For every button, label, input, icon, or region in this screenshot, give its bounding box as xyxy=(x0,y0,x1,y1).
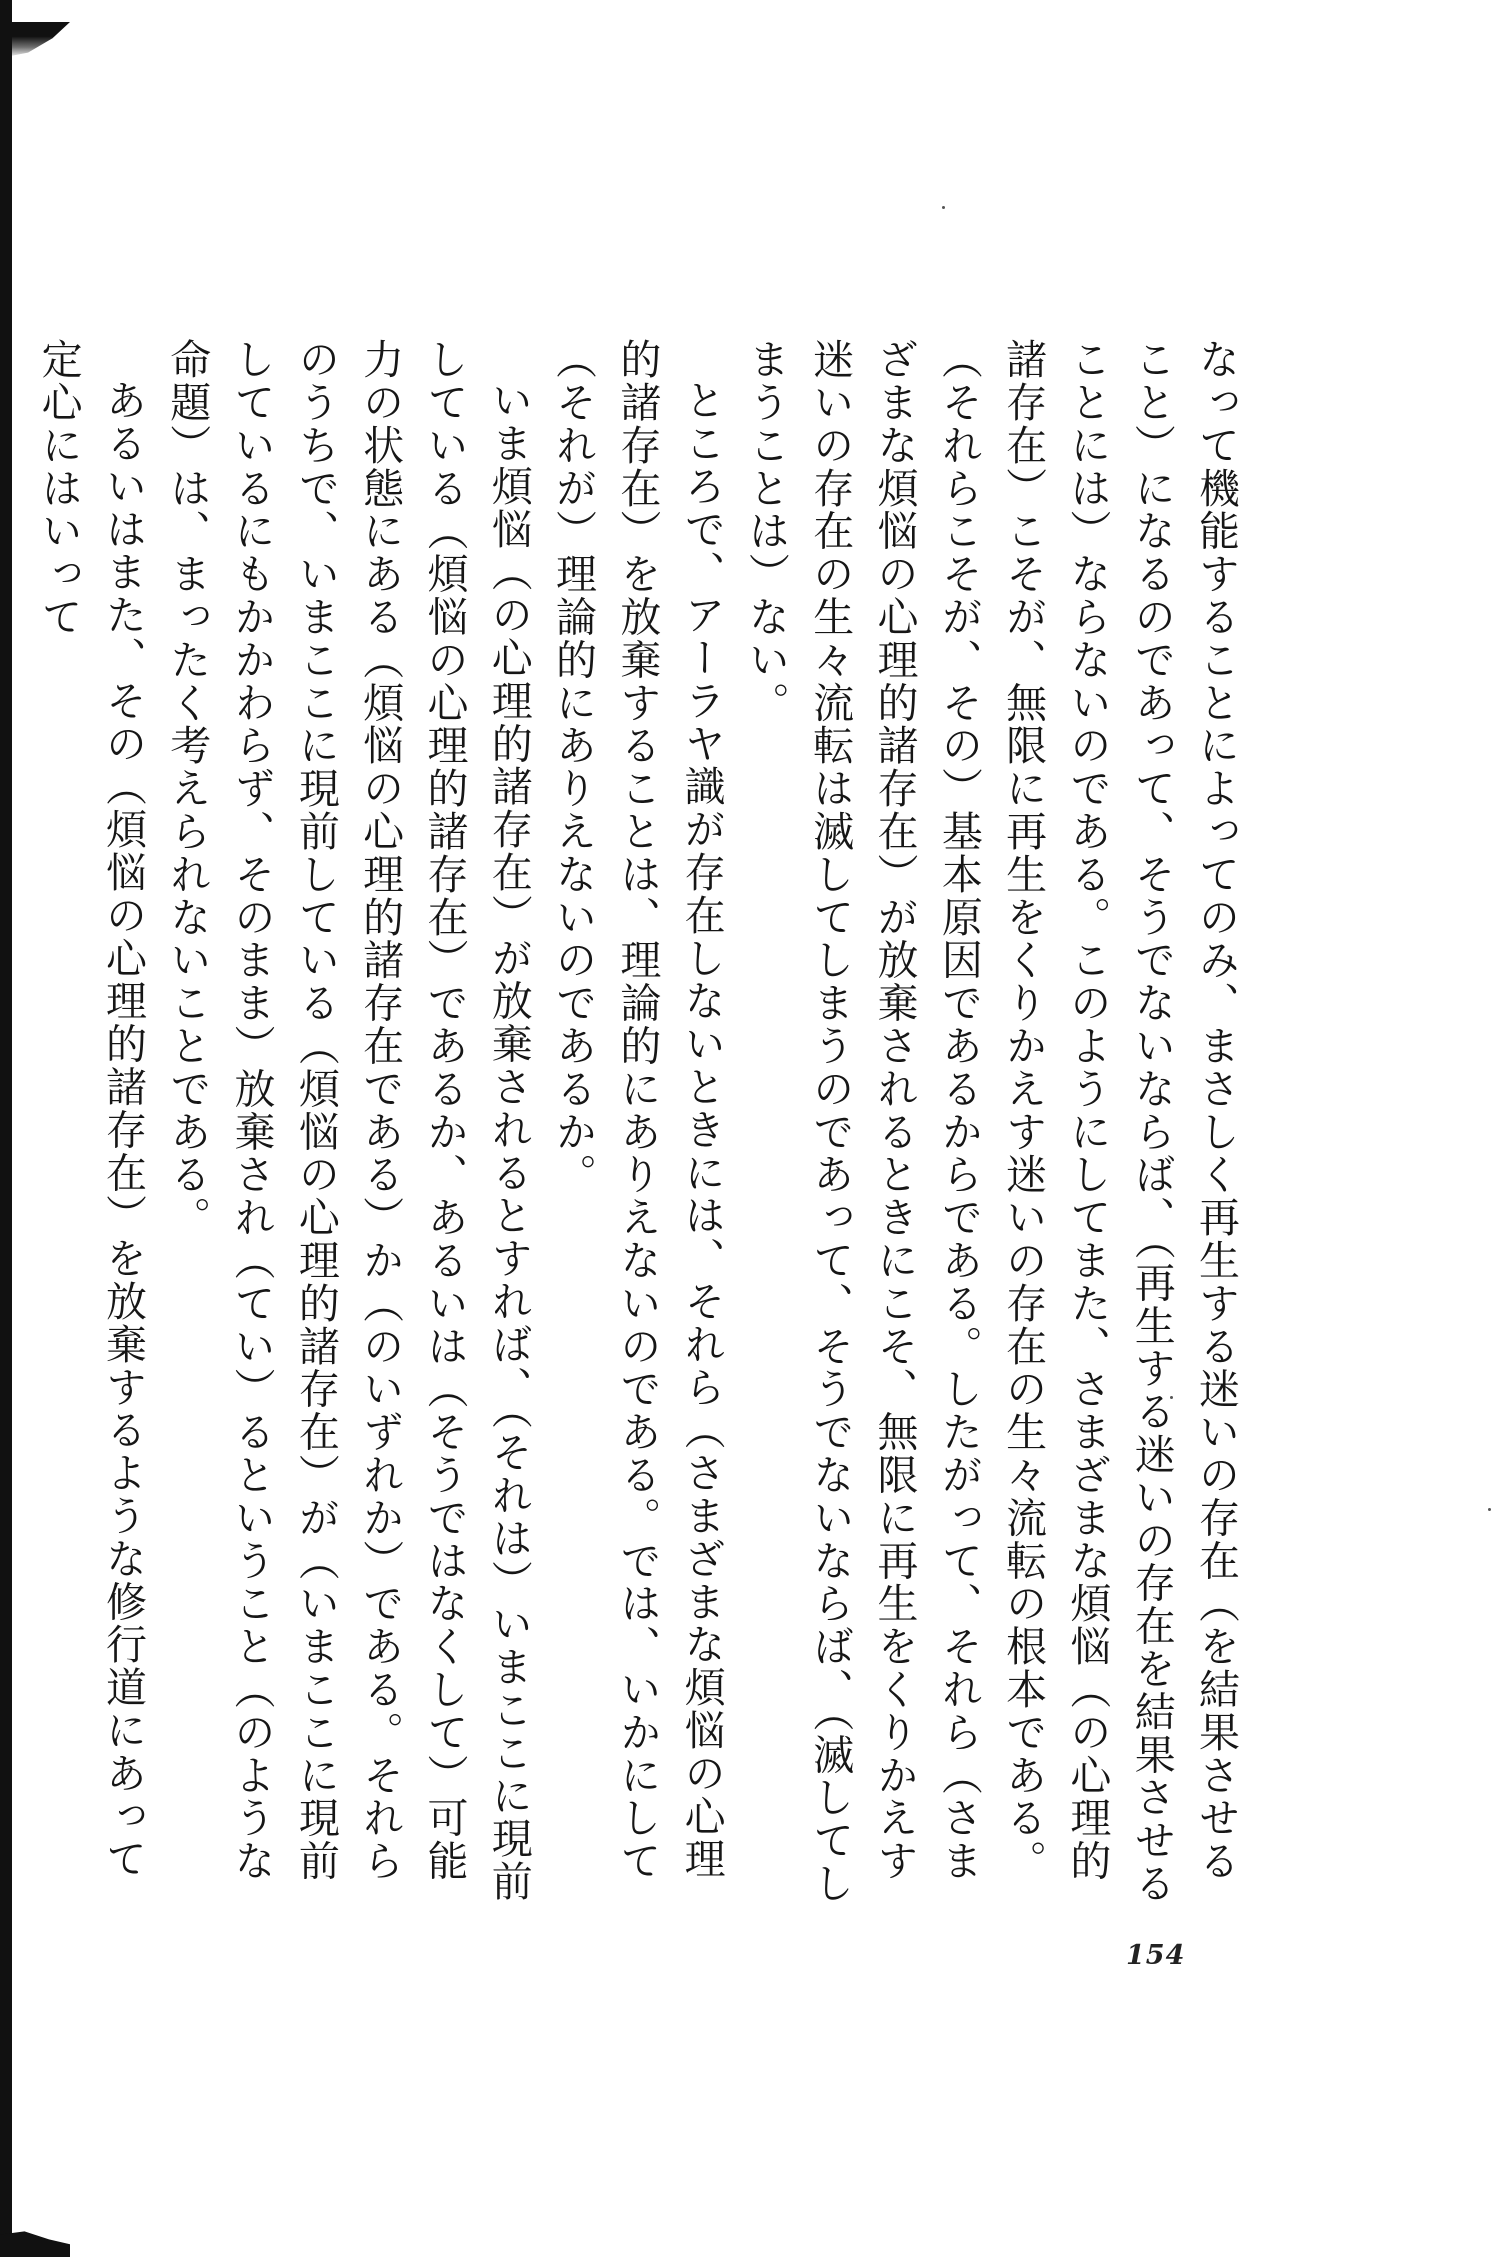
paragraph: あるいはまた、その（煩悩の心理的諸存在）を放棄するような修行道にあって定心にはいって xyxy=(34,338,147,1881)
paragraph: なって機能することによってのみ、まさしく再生する迷いの存在（を結果させること）になるのであって、そうでないならば、（再生する迷いの存在を結果させることには）ならないのである。このようにしてまた、さまざまな煩悩（の心理的諸存在）こそが、無限に再生をくりかえす迷いの存在の生々流転の根本である。（それらこそが、その）基本原因であるからである。したがって、それら（さまざまな煩悩の心理的諸存在）が放棄されるときにこそ、無限に再生をくりかえす迷いの存在の生々流転は滅してしまうのであって、そうでないならば、（滅してしまうことは）ない。 xyxy=(741,338,1240,1905)
paragraph: いま煩悩（の心理的諸存在）が放棄されるとすれば、（それは）いまここに現前している（煩悩の心理的諸存在）であるか、あるいは（そうではなくして）可能力の状態にある（煩悩の心理的諸存在である）か（のいずれか）である。それらのうちで、いまここに現前している（煩悩の心理的諸存在）が（いまここに現前しているにもかかわらず、そのまま）放棄され（てい）るということ（のような命題）は、まったく考えられないことである。 xyxy=(163,338,533,1903)
scan-speck xyxy=(1488,1508,1491,1511)
body-text xyxy=(34,338,1248,1918)
page-number: 154 xyxy=(1126,1940,1186,1971)
binding-edge-top-smudge xyxy=(0,22,70,58)
binding-edge xyxy=(0,0,12,2257)
scan-speck xyxy=(942,206,945,209)
paragraph: ところで、アーラヤ識が存在しないときには、それら（さまざまな煩悩の心理的諸存在）を放棄することは、理論的にありえないのである。では、いかにして（それが）理論的にありえないのであるか。 xyxy=(549,338,726,1883)
